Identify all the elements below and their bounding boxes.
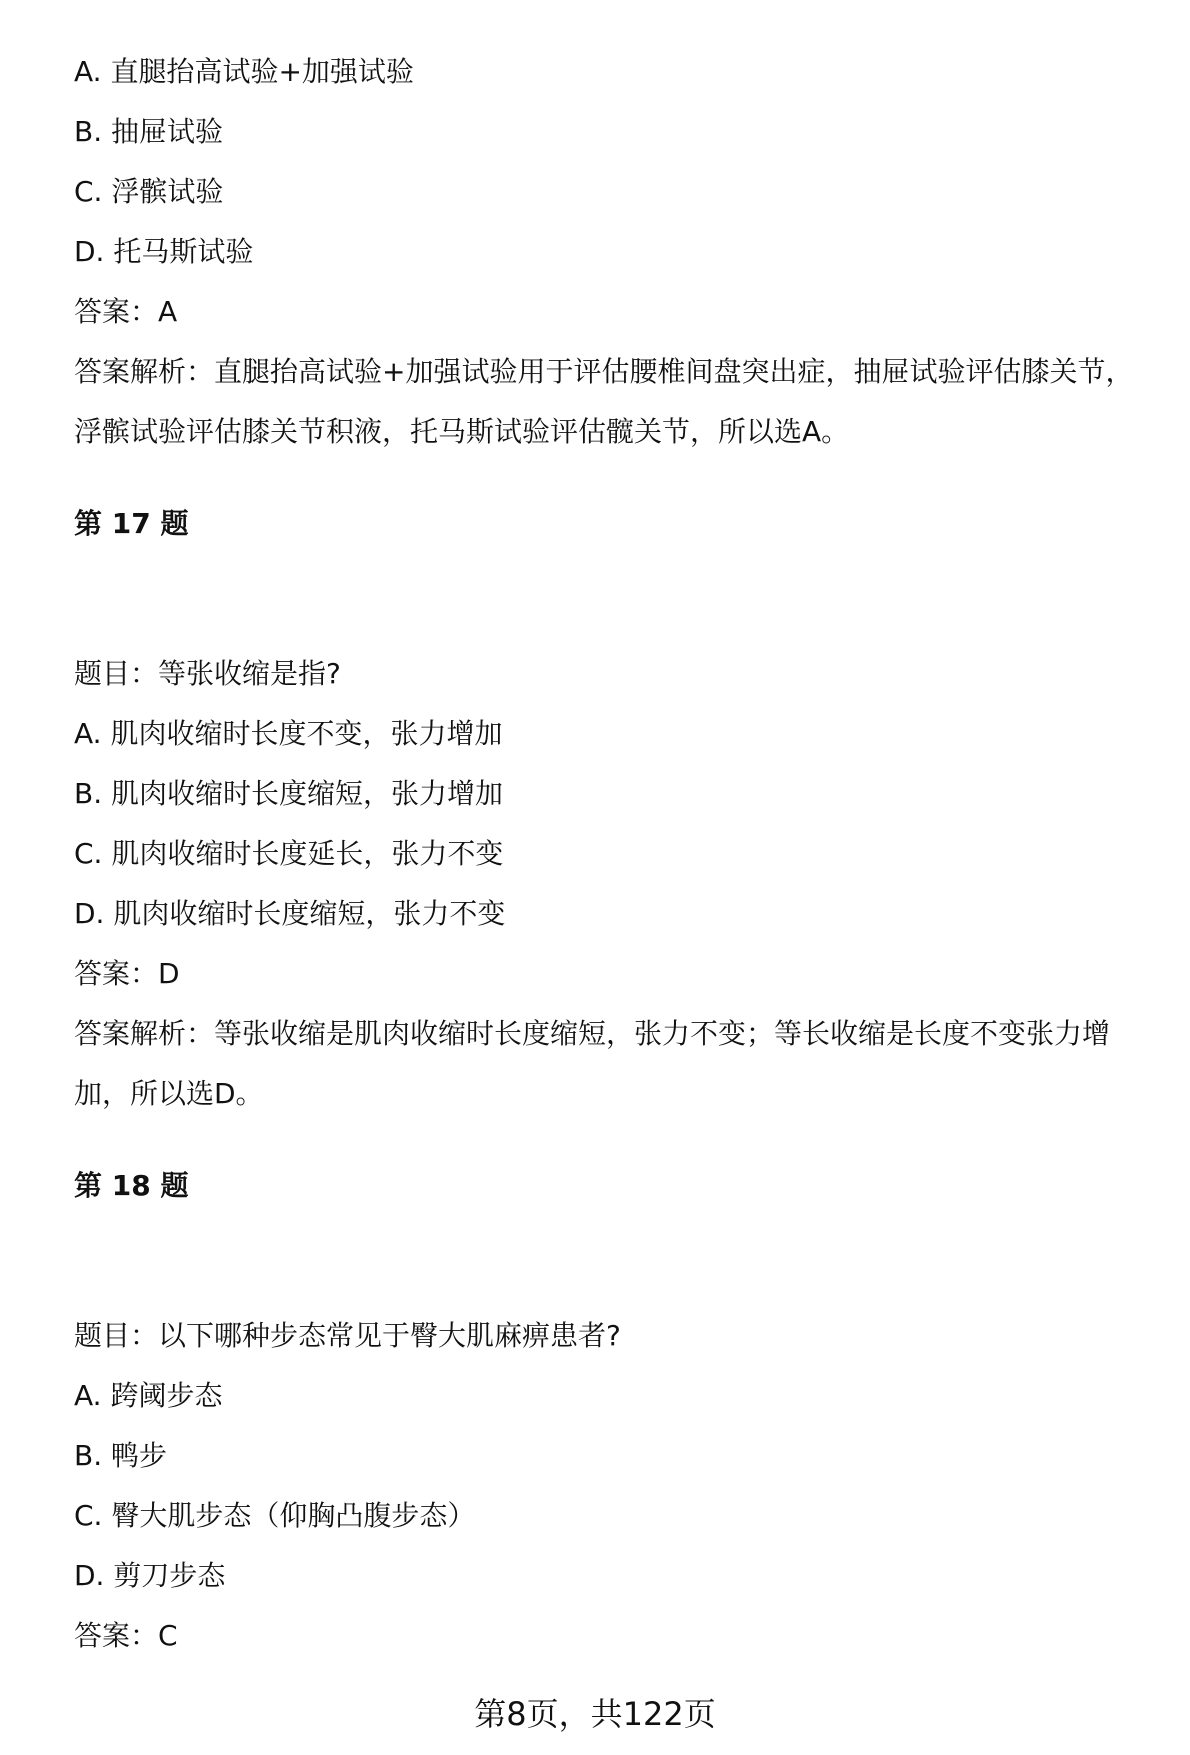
q18-option-d: D. 剪刀步态: [74, 1559, 226, 1592]
q18-answer: 答案：C: [74, 1619, 178, 1652]
q17-option-c: C. 肌肉收缩时长度延长，张力不变: [74, 837, 504, 870]
q18-heading: 第 18 题: [74, 1169, 189, 1202]
q18-option-b: B. 鸭步: [74, 1439, 168, 1472]
q16-option-a: A. 直腿抬高试验+加强试验: [74, 55, 414, 88]
q16-answer: 答案：A: [74, 295, 178, 328]
page-number-footer: 第8页，共122页: [474, 1695, 716, 1733]
q16-option-c: C. 浮髌试验: [74, 175, 224, 208]
q16-explanation: 答案解析：直腿抬高试验+加强试验用于评估腰椎间盘突出症，抽屉试验评估膝关节，浮髌试验评估膝关节积液，托马斯试验评估髋关节，所以选A。: [74, 355, 1134, 448]
q18-question: 题目：以下哪种步态常见于臀大肌麻痹患者?: [74, 1319, 621, 1352]
q17-answer: 答案：D: [74, 957, 180, 990]
q17-question: 题目：等张收缩是指?: [74, 657, 341, 690]
q18-option-a: A. 跨阈步态: [74, 1379, 223, 1412]
q16-option-d: D. 托马斯试验: [74, 235, 254, 268]
q16-option-b: B. 抽屉试验: [74, 115, 224, 148]
q17-explanation: 答案解析：等张收缩是肌肉收缩时长度缩短，张力不变；等长收缩是长度不变张力增加，所以选D。: [74, 1017, 1111, 1110]
q17-option-b: B. 肌肉收缩时长度缩短，张力增加: [74, 777, 504, 810]
q18-option-c: C. 臀大肌步态（仰胸凸腹步态）: [74, 1499, 476, 1532]
q17-option-d: D. 肌肉收缩时长度缩短，张力不变: [74, 897, 506, 930]
q17-option-a: A. 肌肉收缩时长度不变，张力增加: [74, 717, 503, 750]
q17-heading: 第 17 题: [74, 507, 189, 540]
